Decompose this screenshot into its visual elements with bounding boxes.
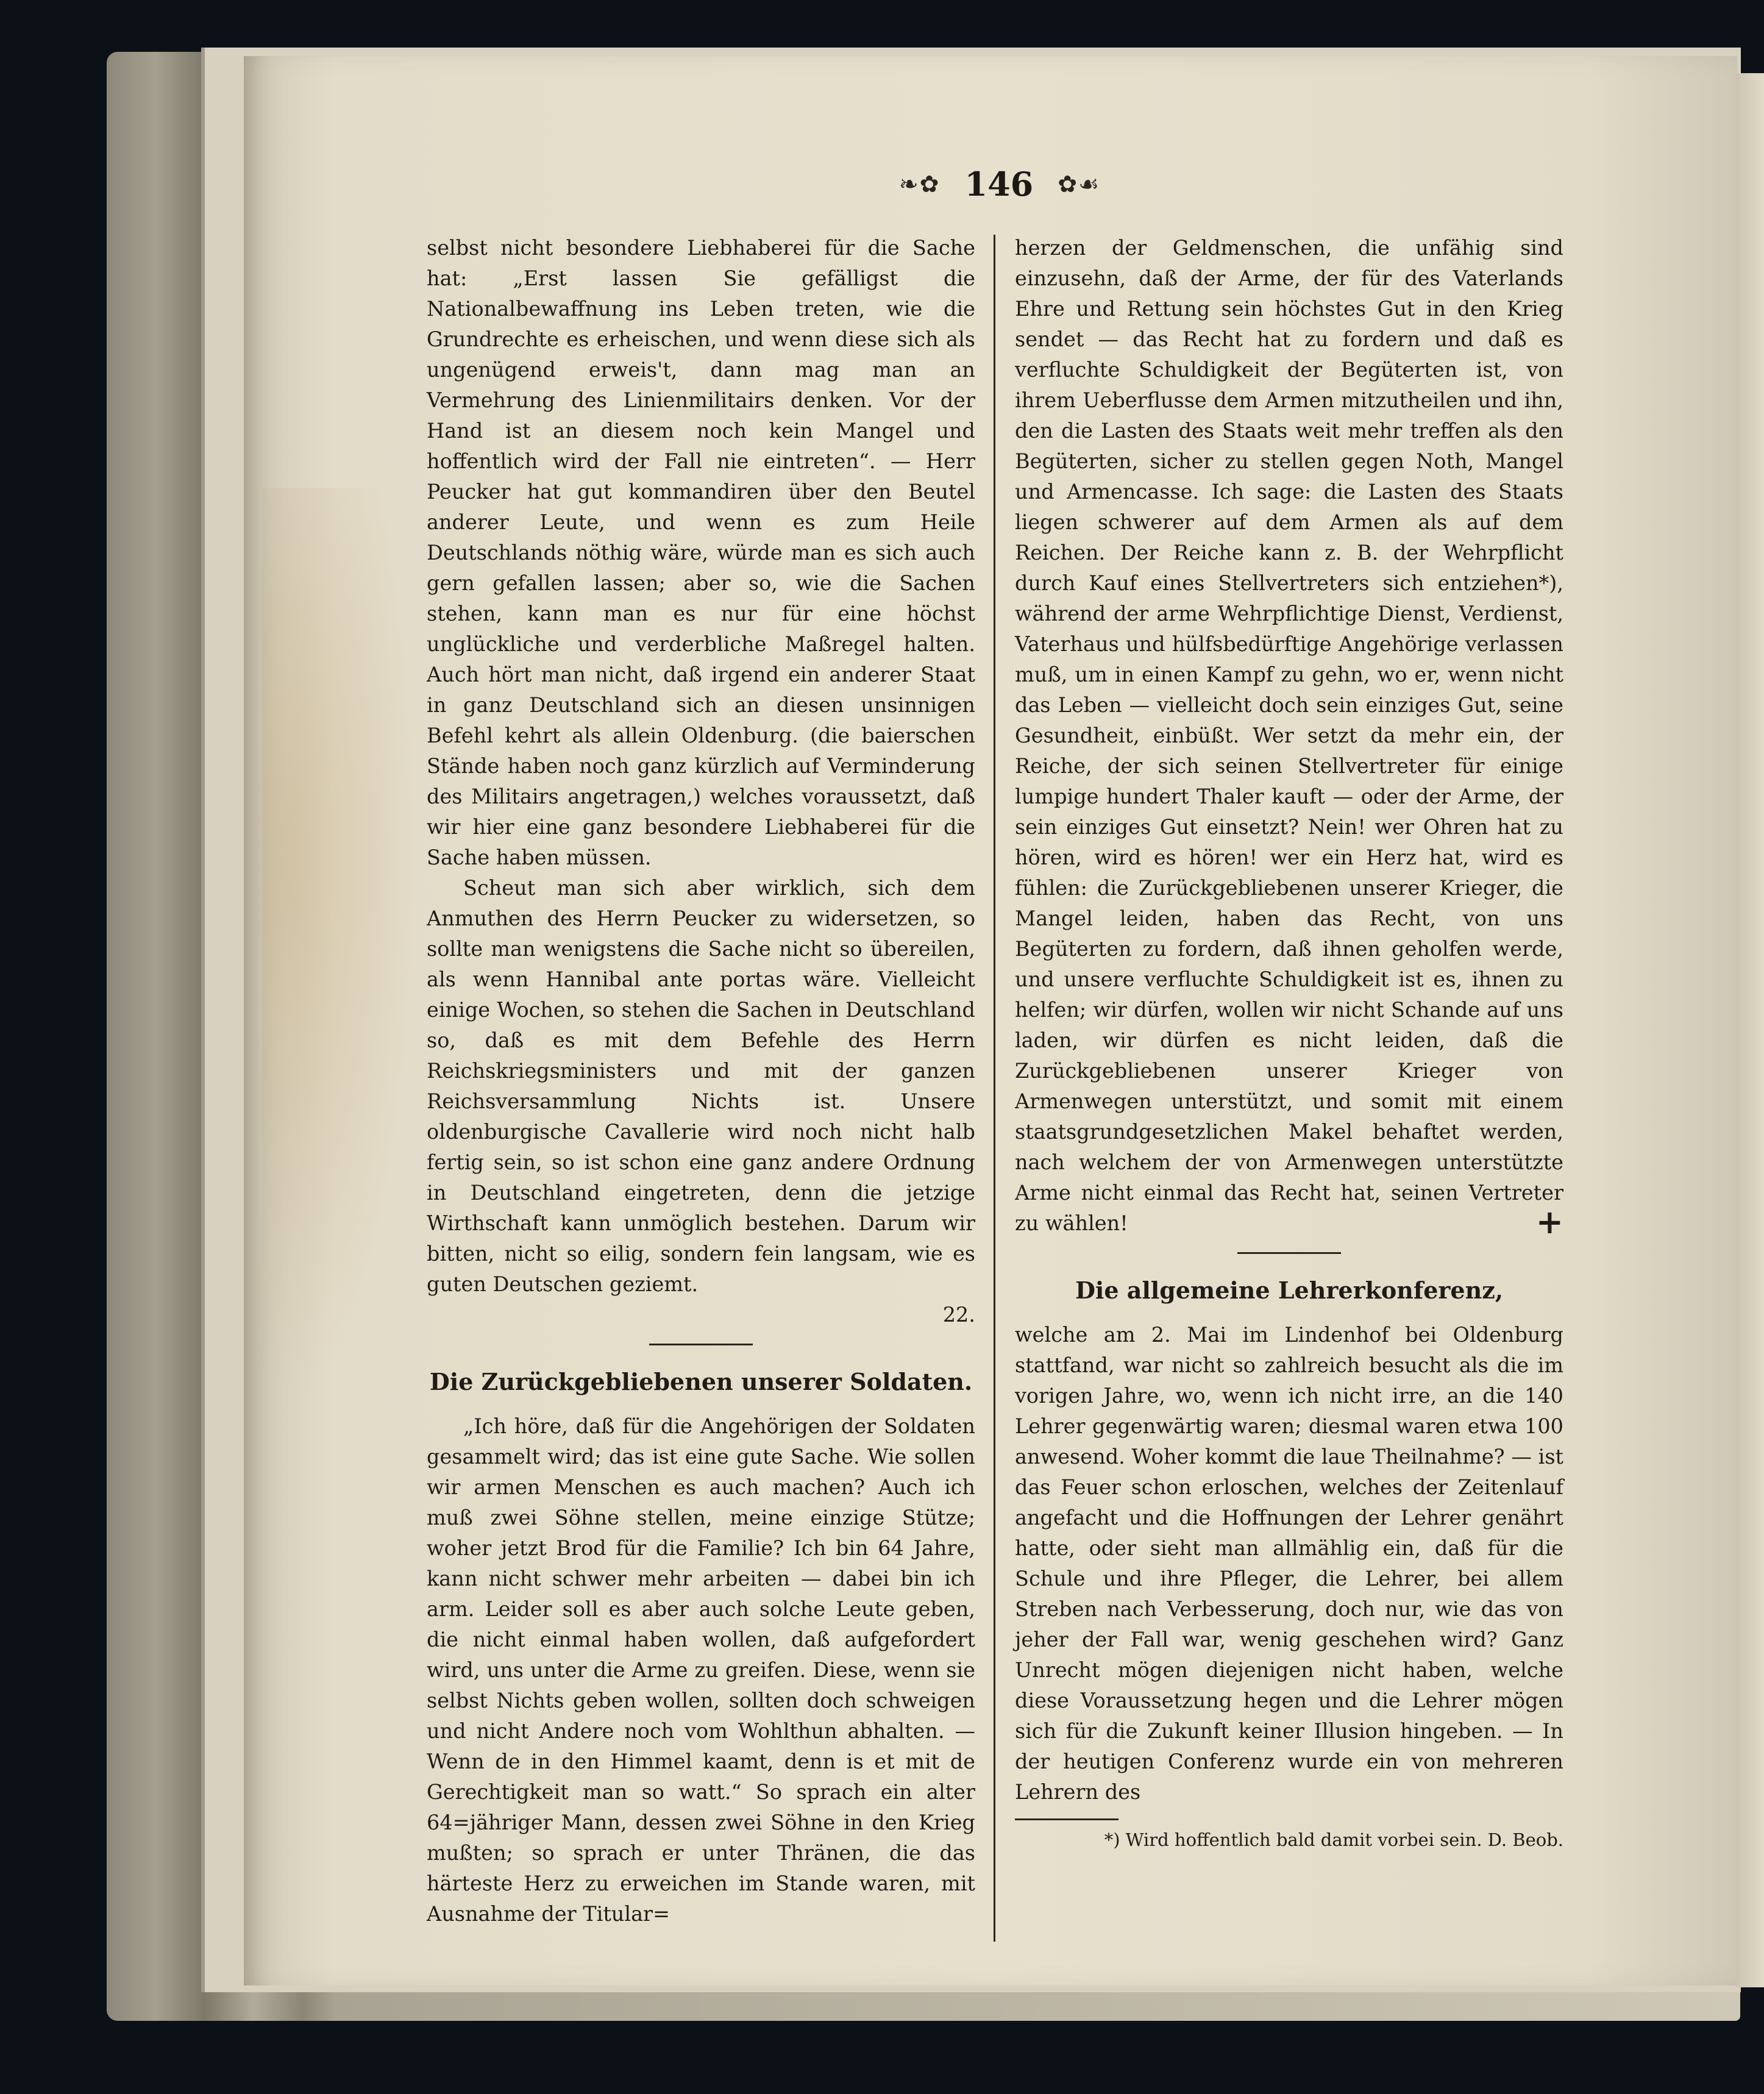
- article-text-soldaten: „Ich höre, daß für die Angehörigen der Soldaten gesammelt wird; das ist eine gute Sache. Wie sollen wir armen Menschen es auch machen? Auch ich muß zwei Söhne stellen, meine einzige Stütze; woher jetzt Brod für die Familie? Ich bin 64 Jahre, kann nicht schwer mehr arbeiten — dabei bin ich arm. Leider soll es aber auch solche Leute geben, die nicht einmal haben wollen, daß aufgefordert wird, uns unter die Arme zu greifen. Diese, wenn sie selbst Nichts geben wollen, sollten doch schweigen und nicht Andere noch vom Wohlthun abhalten. — Wenn de in den Himmel kaamt, denn is et mit de Gerechtigkeit man so watt.“ So sprach ein alter 64=jähriger Mann, dessen zwei Söhne in den Krieg mußten; so sprach er unter Thränen, die das härteste Herz zu erweichen im Stande waren, mit Ausnahme der Titular=: [427, 1414, 975, 1926]
- continuation-paragraph: [1015, 233, 1563, 1239]
- ornament-left-icon: ❧✿: [898, 171, 941, 198]
- right-column: [1015, 233, 1563, 1853]
- water-stain: [262, 488, 421, 1402]
- intro-paragraph: selbst nicht besondere Liebhaberei für die Sache hat: „Erst lassen Sie gefälligst die Nationalbewaffnung ins Leben treten, wie die Grundrechte es erheischen, und wenn diese sich als ungenügend erweis't, dann mag man an Vermehrung des Linienmilitairs denken. Vor der Hand ist an diesem noch kein Mangel und hoffentlich wird der Fall nie eintreten“. — Herr Peucker hat gut kommandiren über den Beutel anderer Leute, und wenn es zum Heile Deutschlands nöthig wäre, würde man es sich auch gern gefallen lassen; aber so, wie die Sachen stehen, kann man es nur für eine höchst unglückliche und verderbliche Maßregel halten. Auch hört man nicht, daß irgend ein anderer Staat in ganz Deutschland sich an diesen unsinnigen Befehl kehrt als allein Oldenburg. (die baierschen Stände haben noch ganz kürzlich auf Verminderung des Militairs angetragen,) welches voraussetzt, daß wir hier eine ganz besondere Liebhaberei für die Sache haben müssen.: [427, 236, 975, 869]
- left-column: [427, 233, 975, 1929]
- next-page-edge: [1736, 73, 1764, 1987]
- page-header: [841, 160, 1158, 208]
- signature: 22.: [942, 1303, 975, 1327]
- section-divider-right: [1237, 1252, 1341, 1254]
- footnote-rule: [1015, 1818, 1119, 1820]
- column-rule: [994, 235, 995, 1942]
- second-paragraph: Scheut man sich aber wirklich, sich dem Anmuthen des Herrn Peucker zu widersetzen, so sollte man wenigstens die Sache nicht so übereilen, als wenn Hannibal ante portas wäre. Vielleicht einige Wochen, so stehen die Sachen in Deutschland so, daß es mit dem Befehle des Herrn Reichskriegsministers und mit der ganzen Reichsversammlung Nichts ist. Unsere oldenburgische Cavallerie wird noch nicht halb fertig sein, so ist schon eine ganz andere Ordnung in Deutschland eingetreten, denn die jetzige Wirthschaft kann unmöglich bestehen. Darum wir bitten, nicht so eilig, sondern fein langsam, wie es guten Deutschen geziemt.: [427, 876, 975, 1296]
- article-heading-soldaten: Die Zurückgebliebenen unserer Soldaten.: [429, 1368, 973, 1395]
- footnote: *) Wird hoffentlich bald damit vorbei sein. D. Beob.: [1104, 1829, 1563, 1850]
- ornament-right-icon: ✿☙: [1058, 171, 1101, 198]
- cross-mark: +: [1535, 1202, 1563, 1241]
- section-divider: [649, 1344, 753, 1345]
- continuation-text: herzen der Geldmenschen, die unfähig sind einzusehn, daß der Arme, der für des Vaterlands Ehre und Rettung sein höchstes Gut in den Krieg sendet — das Recht hat zu fordern und daß es verfluchte Schuldigkeit der Begüterten ist, von ihrem Ueberflusse dem Armen mitzutheilen und ihn, den die Lasten des Staats weit mehr treffen als den Begüterten, sicher zu stellen gegen Noth, Mangel und Armencasse. Ich sage: die Lasten des Staats liegen schwerer auf dem Armen als auf dem Reichen. Der Reiche kann z. B. der Wehrpflicht durch Kauf eines Stellvertreters sich entziehen*), während der arme Wehrpflichtige Dienst, Verdienst, Vaterhaus und hülfsbedürftige Angehörige verlassen muß, um in einen Kampf zu gehn, wo er, wenn nicht das Leben — vielleicht doch sein einziges Gut, seine Gesundheit, einbüßt. Wer setzt da mehr ein, der Reiche, der sich seinen Stellvertreter für einige lumpige hundert Thaler kauft — oder der Arme, der sein einziges Gut einsetzt? Nein! wer Ohren hat zu hören, wird es hören! wer ein Herz hat, wird es fühlen: die Zurückgebliebenen unserer Krieger, die Mangel leiden, haben das Recht, von uns Begüterten zu fordern, daß ihnen geholfen werde, und unsere verfluchte Schuldigkeit ist es, ihnen zu helfen; wir dürfen, wollen wir nicht Schande auf uns laden, wir dürfen es nicht leiden, daß die Zurückgebliebenen unserer Krieger von Armenwegen unterstützt, und somit mit einem staatsgrundgesetzlichen Makel behaftet werden, nach welchem der von Armenwegen unterstützte Arme nicht einmal das Recht hat, seinen Vertreter zu wählen!: [1015, 236, 1563, 1235]
- article-heading-lehrerkonferenz: Die allgemeine Lehrerkonferenz,: [1075, 1277, 1504, 1304]
- article-text-lehrerkonferenz: welche am 2. Mai im Lindenhof bei Oldenburg stattfand, war nicht so zahlreich besucht als die im vorigen Jahre, wo, wenn ich nicht irre, an die 140 Lehrer gegenwärtig waren; diesmal waren etwa 100 anwesend. Woher kommt die laue Theilnahme? — ist das Feuer schon erloschen, welches der Zeitenlauf angefacht und die Hoffnungen der Lehrer genährt hatte, oder sieht man allmählig ein, daß für die Schule und ihre Pfleger, die Lehrer, bei allem Streben nach Verbesserung, doch nur, wie das von jeher der Fall war, wenig geschehen wird? Ganz Unrecht mögen diejenigen nicht haben, welche diese Voraussetzung hegen und die Lehrer mögen sich für die Zukunft keiner Illusion hingeben. — In der heutigen Conferenz wurde ein von mehreren Lehrern des: [1015, 1323, 1563, 1804]
- page-number: 146: [964, 165, 1034, 204]
